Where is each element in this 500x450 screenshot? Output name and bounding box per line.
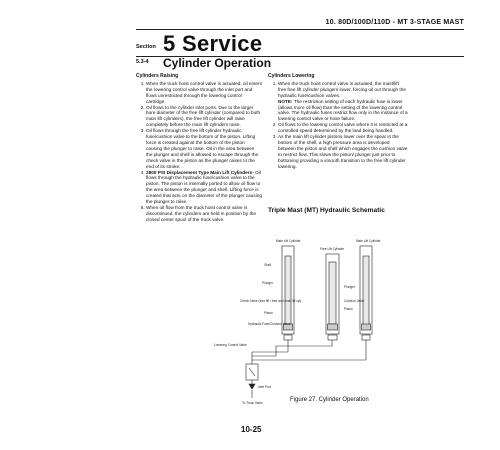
page-header: 10. 80D/100D/110D - MT 3-STAGE MAST (325, 19, 464, 26)
fuse-valve-center (328, 335, 337, 340)
raising-column (136, 74, 262, 223)
section-name: Service (181, 31, 263, 56)
label-check-valve: Check Valve (free lift / free and main lift cyl) (240, 299, 302, 303)
free-lift-cylinder (326, 254, 339, 334)
raising-item: 5. When oil flow from the truck hoist control valve is discontinued, the cylinders are held in position by the closed center spool of the truck valve. (146, 205, 262, 223)
figure-caption: Figure 27. Cylinder Operation (290, 397, 369, 403)
label-piston-left: Piston (264, 311, 273, 315)
label-cushion-right: Cushion Valve (344, 299, 365, 303)
raising-heading: Cylinders Raising (136, 73, 179, 79)
lowering-item: 1. When the truck hoist control valve is actuated, the mast/lift free free lift cylinder plungers lower, forcing oil out through the hydraulic fuse/cushion valves. NOTE: The restriction setting of each hydraulic fuse is lower (allows more oil flow) than the setting of the lowering control valve. The hydraulic fuses restrict flow only in the instance of a lowering control valve or hose failure. (278, 81, 408, 122)
lowering-item: 2. Oil flows to the lowering control valve where it is restricted at a controlled speed determined by the load being handled. (278, 122, 408, 134)
subsection-title: Cylinder Operation (163, 56, 272, 70)
lowering-heading: Cylinders Lowering (268, 73, 315, 79)
header-rule (136, 29, 464, 30)
raising-item: 2. Oil flows to the cylinder inlet ports. Due to the larger bore diameter of the free lift cylinder (compared to both main lift cylinders), the free lift cylinder will raise completely before the main lift cylinders raise. (146, 105, 262, 129)
section-title (163, 31, 262, 57)
label-plunger-left: Plunger (262, 281, 273, 285)
pipe-center (252, 340, 332, 356)
fuse-valve-right (362, 335, 370, 340)
right-main-lift-cylinder (360, 246, 372, 334)
section-number: 5 (163, 31, 176, 56)
pipe-left (252, 340, 288, 364)
raising-list (136, 81, 262, 223)
label-inlet: Inlet Port (258, 385, 271, 389)
lowering-item: 3. As the main lift cylinder pistons lower over the spear in the bottom of the shell, a high pressure area is developed between the piston and shell which engages the cushion valve to restrict flow. This slows the piston/ plunger just prior to bottoming providing a smooth transition to the free lift cylinder lowering. (278, 134, 408, 169)
lowering-column (268, 74, 408, 170)
schematic-title: Triple Mast (MT) Hydraulic Schematic (268, 207, 385, 214)
fuse-valve-left (284, 335, 292, 340)
subsection-number: 5.3-4 (136, 59, 149, 65)
lowering-list (268, 81, 408, 170)
raising-item: 4. 2800 PSI Displacement Type Main Lift Cylinders- Oil flows through the hydraulic fuse/cushion valve to the piston. The piston is internally ported to allow oil flow to the area between the plunger and shell. Lifting force is created that acts on the diameter of the plunger causing the plunger to raise. (146, 170, 262, 205)
label-lowering-valve: Lowering Control Valve (214, 343, 247, 347)
inlet-arrow (249, 384, 255, 389)
section-word: Section (136, 44, 156, 50)
label-main-lift-left: Main Lift Cylinder (276, 239, 301, 243)
label-fuse: Hydraulic Fuse/Cushion Valve (248, 322, 291, 326)
label-plunger-right: Plunger (344, 285, 355, 289)
page-number: 10-25 (241, 425, 262, 434)
raising-item: 1. When the truck hoist control valve is actuated, oil enters the lowering control valve through the inlet port and flows unrestricted through the lowering control cartridge. (146, 81, 262, 105)
left-main-lift-cylinder (282, 246, 294, 334)
label-shell: Shell (264, 263, 272, 267)
label-piston-right: Piston (344, 307, 353, 311)
raising-item: 3. Oil flows through the free lift cylinder hydraulic fuse/cushion valve to the bottom of the piston. Lifting force is created against the bottom of the piston causing the plunger to raise. Oil in the area between the plunger and shell is allowed to escape through the check valve in the piston as the plunger raises to the end of its stroke. (146, 128, 262, 169)
label-to-truck: To Truck Valve (242, 401, 263, 405)
label-free-lift: Free Lift Cylinder (320, 247, 345, 251)
label-main-lift-right: Main Lift Cylinder (356, 239, 381, 243)
hydraulic-schematic (212, 232, 396, 410)
pipe-right (252, 340, 366, 360)
